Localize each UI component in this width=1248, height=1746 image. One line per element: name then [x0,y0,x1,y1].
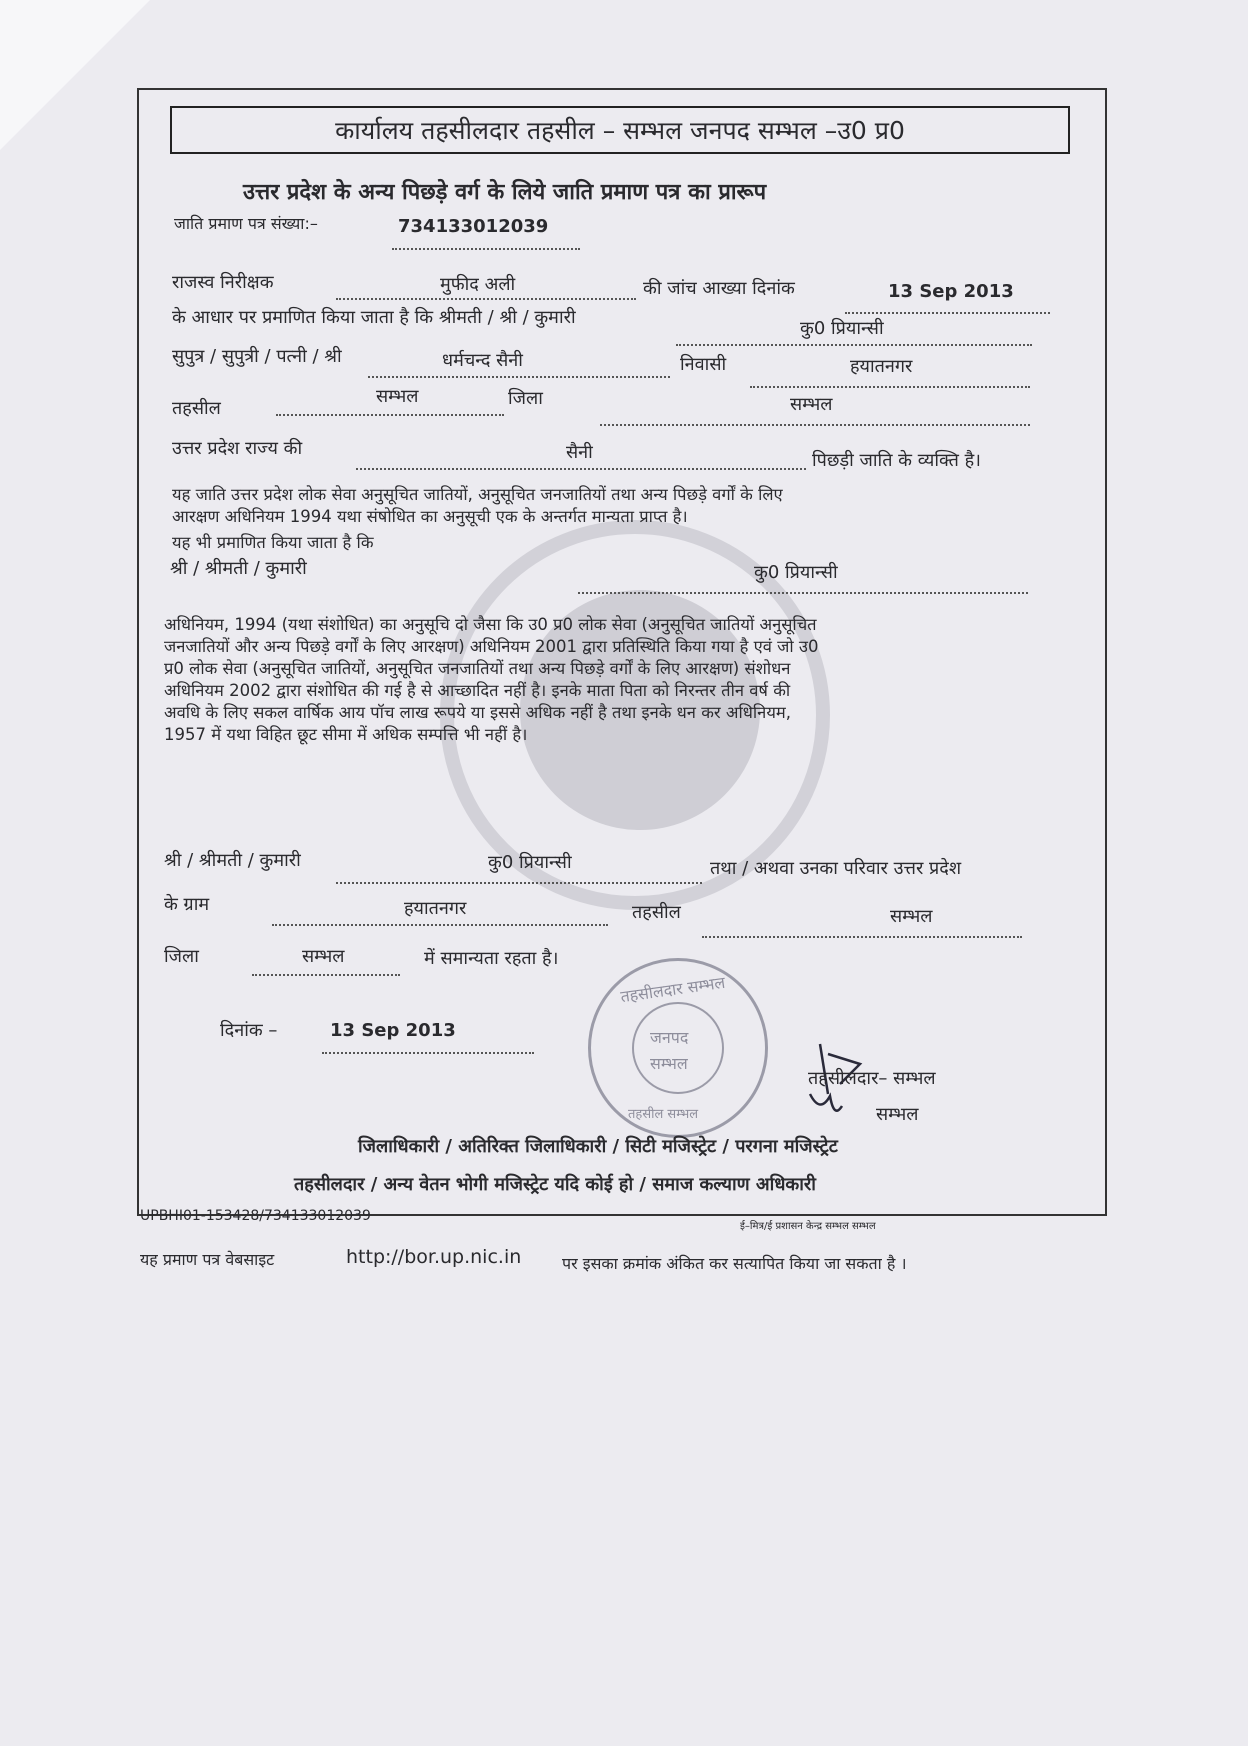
caste-line [356,468,806,470]
act-line-3: प्र0 लोक सेवा (अनुसूचित जातियों, अनुसूचित जनजातियों तथा अन्य पिछड़े वर्गों के लिए आरक्षण) संशोधन [164,659,791,678]
issue-date-line [322,1052,534,1054]
authority-line-2: तहसीलदार / अन्य वेतन भोगी मजिस्ट्रेट यदि कोई हो / समाज कल्याण अधिकारी [294,1174,816,1195]
tehsil-line [276,414,504,416]
resides-label: में समान्यता रहता है। [424,948,559,969]
residence-person-line [336,882,702,884]
applicant-name: कु0 प्रियान्सी [800,318,884,339]
report-date-line [845,312,1050,314]
residence-district-line [252,974,400,976]
family-label: तथा / अथवा उनका परिवार उत्तर प्रदेश [710,858,962,879]
recognition-person-line [578,592,1028,594]
recognition-person-name: कु0 प्रियान्सी [754,562,838,583]
signatory-place: सम्भल [876,1104,919,1125]
recognition-line-2: आरक्षण अधिनियम 1994 यथा संषोधित का अनुसूची एक के अन्तर्गत मान्यता प्राप्त है। [172,507,688,526]
paper-fold [0,0,150,150]
residence-village-line [272,924,608,926]
resident-label: निवासी [680,354,727,375]
act-line-5: अवधि के लिए सकल वार्षिक आय पॉच लाख रूपये या इससे अधिक नहीं है तथा इनके धन कर अधिनियम, [164,703,792,722]
residence-district: सम्भल [302,946,345,967]
date-label: दिनांक – [220,1020,278,1041]
tehsil-label: तहसील [172,398,221,419]
residence-person-name: कु0 प्रियान्सी [488,852,572,873]
certificate-number-line [392,248,580,250]
residence-tehsil: सम्भल [890,906,933,927]
village-line [750,386,1030,388]
office-title: कार्यालय तहसीलदार तहसील – सम्भल जनपद सम्भल –उ0 प्र0 [170,106,1070,154]
residence-tehsil-label: तहसील [632,902,681,923]
inspector-line [336,298,636,300]
act-line-2: जनजातियों और अन्य पिछड़े वर्गों के लिए आरक्षण) अधिनियम 2001 द्वारा प्रतिस्थिति किया गया है एवं जो उ0 [164,637,819,656]
recognition-line-3: यह भी प्रमाणित किया जाता है कि [172,533,374,552]
inspector-name: मुफीद अली [440,274,516,295]
district-label: जिला [508,388,543,409]
verify-prefix: यह प्रमाण पत्र वेबसाइट [140,1250,275,1269]
act-line-1: अधिनियम, 1994 (यथा संशोधित) का अनुसूचि दो जैसा कि उ0 प्र0 लोक सेवा (अनुसूचित जातियों अनुसूचित [164,615,817,634]
parent-name: धर्मचन्द सैनी [442,350,523,371]
parent-line [368,376,670,378]
verify-url[interactable]: http://bor.up.nic.in [346,1246,522,1268]
stamp-inner-text-1: जनपद [650,1028,689,1047]
certificate-number: 734133012039 [398,216,549,237]
stamp-outer-text: तहसीलदार सम्भल [619,972,727,1007]
inspector-label: राजस्व निरीक्षक [172,272,274,293]
recognition-person-label: श्री / श्रीमती / कुमारी [170,558,307,579]
village: हयातनगर [850,356,913,377]
service-center: ई–मित्र/ई प्रशासन केन्द्र सम्भल सम्भल [740,1221,876,1232]
stamp-bottom-text: तहसील सम्भल [628,1107,699,1122]
state-label: उत्तर प्रदेश राज्य की [172,438,303,459]
caste: सैनी [566,442,593,463]
tehsil: सम्भल [376,386,419,407]
act-line-6: 1957 में यथा विहित छूट सीमा में अधिक सम्पत्ति भी नहीं है। [164,725,528,744]
district: सम्भल [790,394,833,415]
report-date: 13 Sep 2013 [888,281,1014,302]
recognition-line-1: यह जाति उत्तर प्रदेश लोक सेवा अनुसूचित जातियों, अनुसूचित जनजातियों तथा अन्य पिछड़े वर्गों के लिए [172,485,783,504]
residence-village: हयातनगर [404,898,467,919]
residence-district-label: जिला [164,946,199,967]
signatory-designation: तहसीलदार– सम्भल [808,1068,936,1089]
district-line [600,424,1030,426]
residence-person-label: श्री / श्रीमती / कुमारी [164,850,301,871]
verify-suffix: पर इसका क्रमांक अंकित कर सत्यापित किया जा सकता है । [562,1254,907,1273]
caste-suffix: पिछड़ी जाति के व्यक्ति है। [812,450,981,471]
certify-label: के आधार पर प्रमाणित किया जाता है कि श्रीमती / श्री / कुमारी [172,307,576,328]
relation-label: सुपुत्र / सुपुत्री / पत्नी / श्री [172,346,342,367]
act-line-4: अधिनियम 2002 द्वारा संशोधित की गई है से आच्छादित नहीं है। इनके माता पिता को निरन्तर तीन वर्ष की [164,681,791,700]
residence-village-label: के ग्राम [164,894,210,915]
reference-number: UPBHI01-153428/734133012039 [140,1208,371,1224]
residence-tehsil-line [702,936,1022,938]
form-title: उत्तर प्रदेश के अन्य पिछड़े वर्ग के लिये जाति प्रमाण पत्र का प्रारूप [243,180,767,205]
stamp-inner-text-2: सम्भल [650,1054,688,1073]
issue-date: 13 Sep 2013 [330,1020,456,1041]
authority-line-1: जिलाधिकारी / अतिरिक्त जिलाधिकारी / सिटी मजिस्ट्रेट / परगना मजिस्ट्रेट [358,1136,838,1157]
report-date-label: की जांच आख्या दिनांक [643,278,795,299]
applicant-line [676,344,1032,346]
certificate-number-label: जाति प्रमाण पत्र संख्या:– [174,214,318,233]
official-stamp-inner-icon [632,1002,724,1094]
